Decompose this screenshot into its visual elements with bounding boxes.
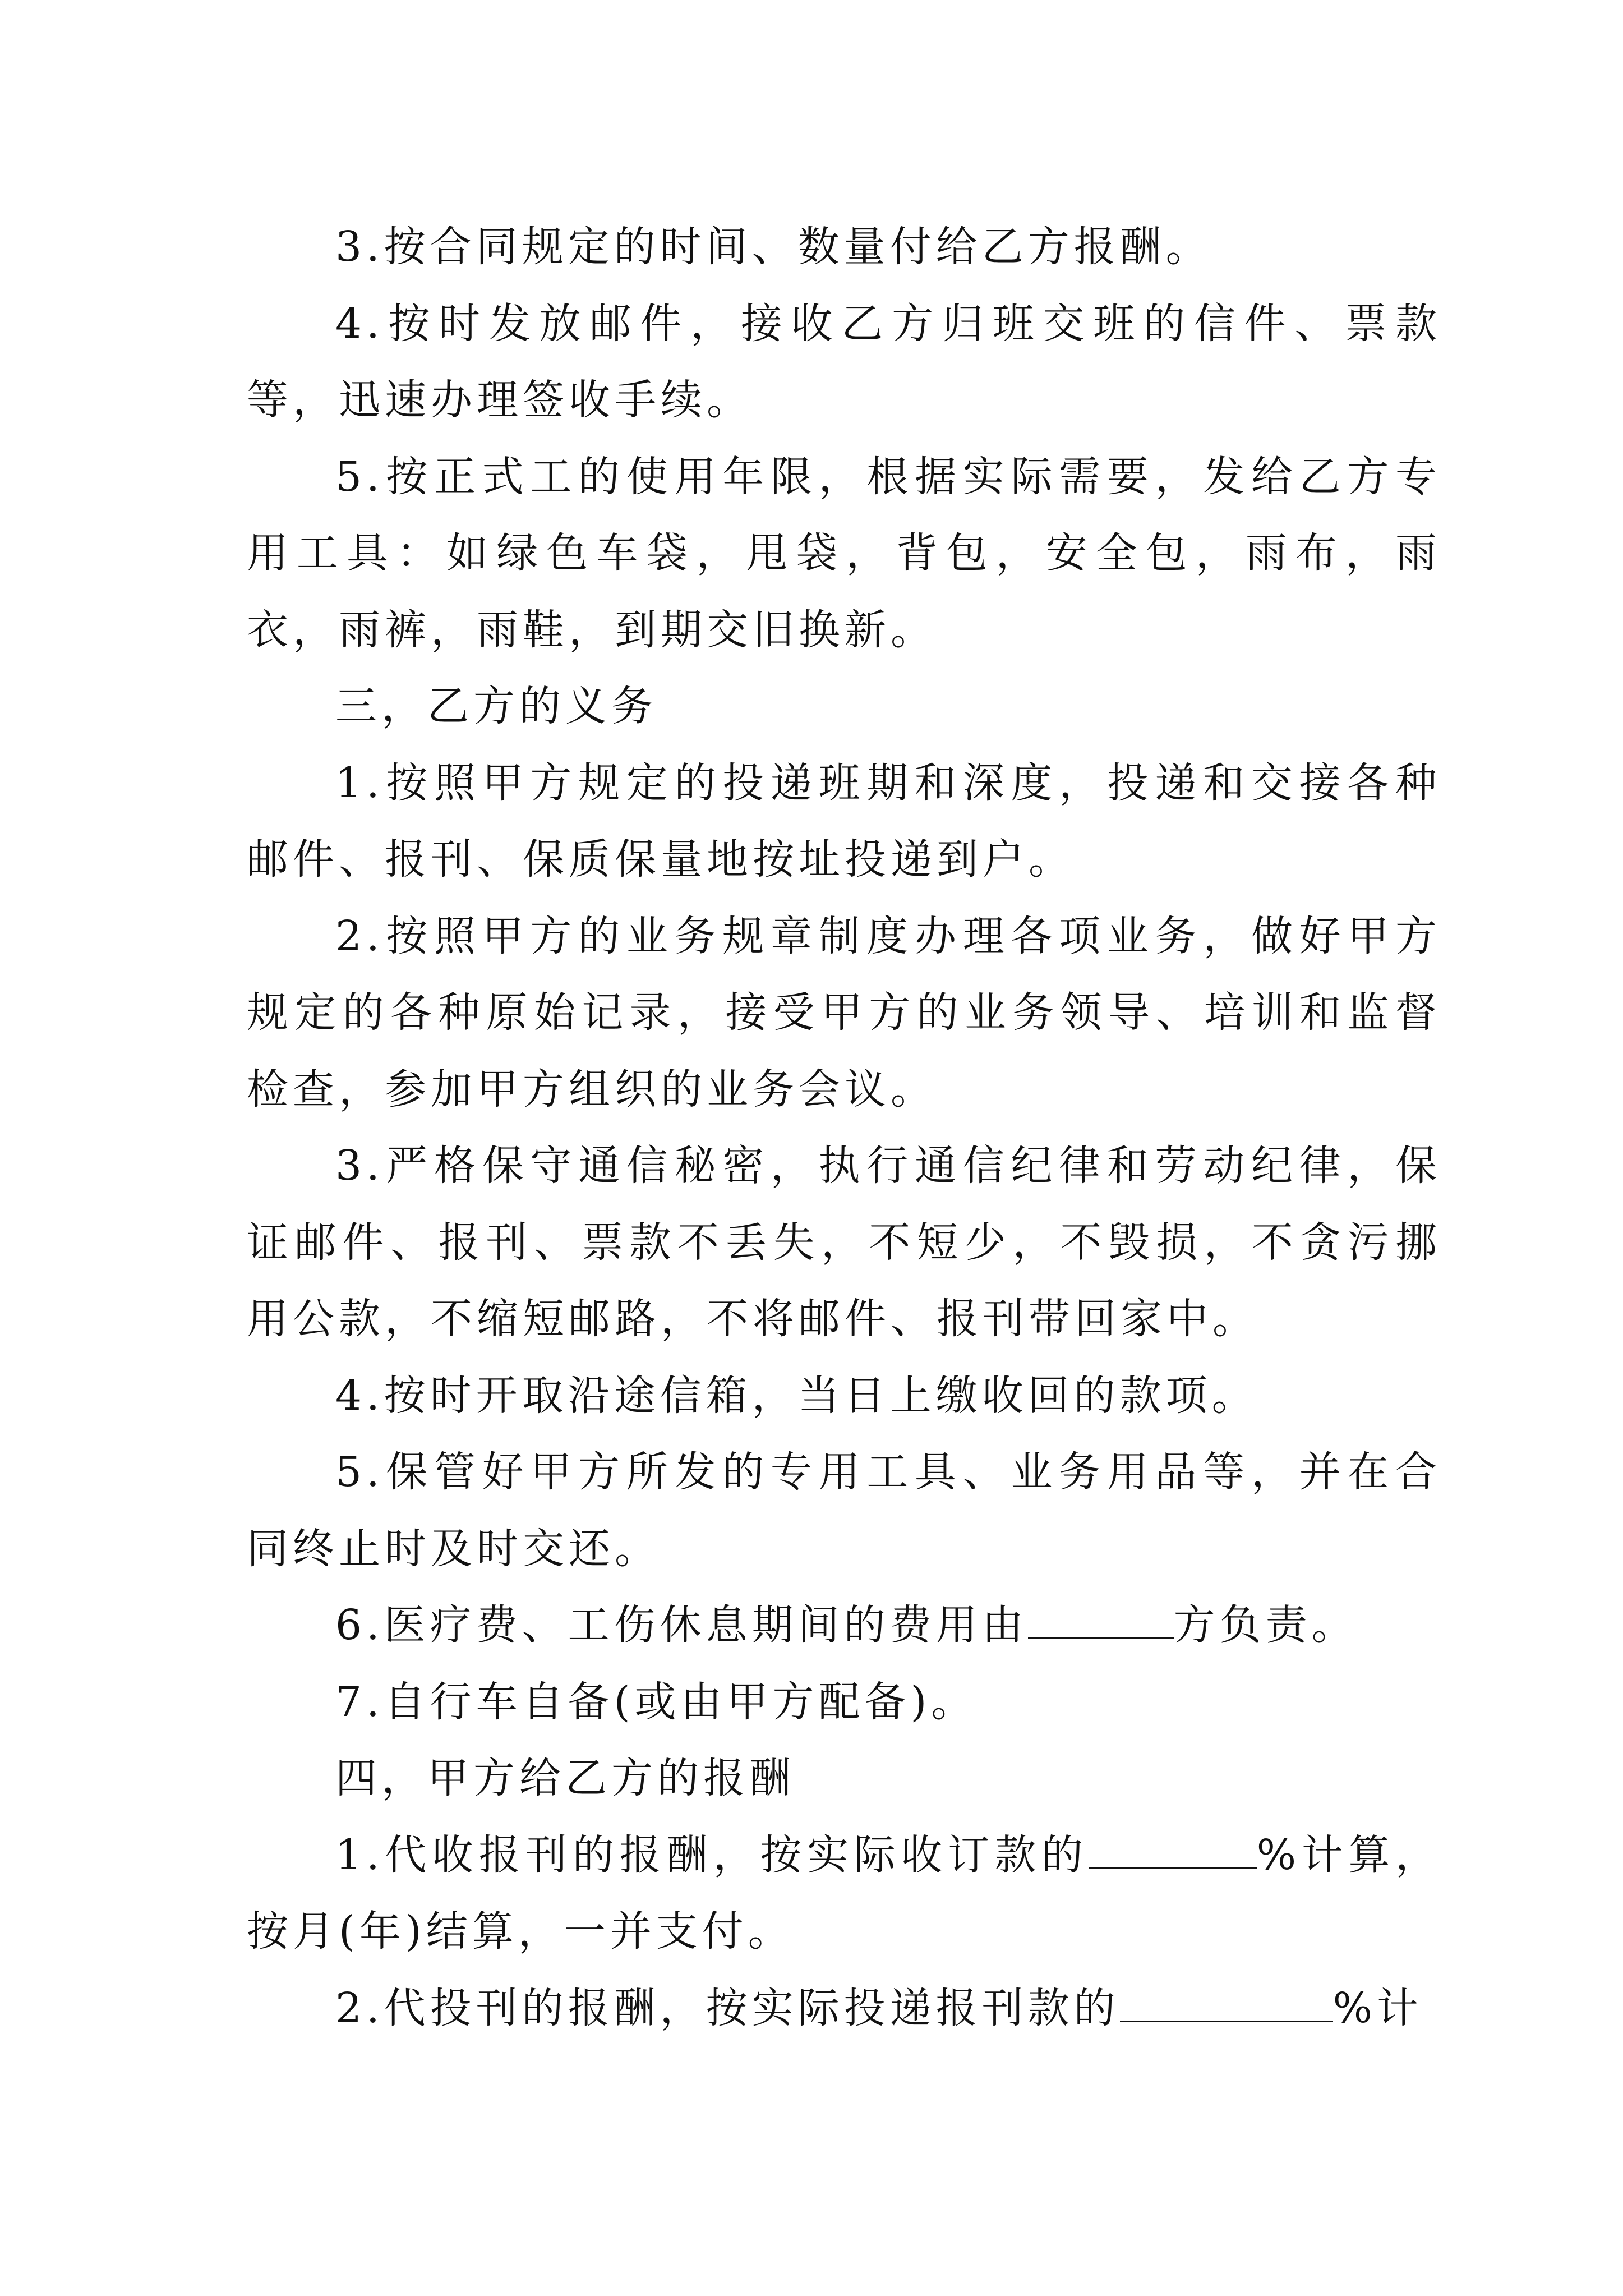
paragraph-text-after-blank: %计 bbox=[1332, 1984, 1423, 2032]
section-heading-remuneration: 四，甲方给乙方的报酬 bbox=[335, 1754, 795, 1802]
paragraph-duty-4-mailboxes: 4.按时开取沿途信箱，当日上缴收回的款项。 bbox=[335, 1371, 1258, 1420]
paragraph-item-3-payment: 3.按合同规定的时间、数量付给乙方报酬。 bbox=[335, 223, 1212, 271]
paragraph-duty-3-confidentiality: 3.严格保守通信秘密，执行通信纪律和劳动纪律，保证邮件、报刊、票款不丢失，不短少，不毁损，不贪污挪用公款，不缩短邮路，不将邮件、报刊带回家中。 bbox=[247, 1142, 1441, 1343]
fill-in-blank-line bbox=[1120, 1987, 1333, 2022]
paragraph-pay-2-delivery bbox=[247, 1970, 1441, 2047]
paragraph-text-after-blank: 方负责。 bbox=[1173, 1601, 1358, 1649]
fill-in-blank-line bbox=[1089, 1834, 1257, 1869]
contract-text bbox=[247, 209, 1441, 2046]
paragraph-duty-1-delivery: 1.按照甲方规定的投递班期和深度，投递和交接各种邮件、报刊、保质保量地按址投递到户。 bbox=[247, 758, 1441, 884]
paragraph-item-5-tools: 5.按正式工的使用年限，根据实际需要，发给乙方专用工具：如绿色车袋，甩袋，背包，安全包，雨布，雨衣，雨裤，雨鞋，到期交旧换新。 bbox=[247, 452, 1441, 654]
paragraph-text-before-blank: 2.代投刊的报酬，按实际投递报刊款的 bbox=[335, 1984, 1120, 2032]
fill-in-blank-line bbox=[1028, 1604, 1174, 1639]
paragraph-text-after-blank: %计算，按月(年)结算，一并支付。 bbox=[247, 1830, 1441, 1955]
paragraph-duty-6-medical bbox=[247, 1587, 1441, 1664]
paragraph-text-before-blank: 1.代收报刊的报酬，按实际收订款的 bbox=[335, 1830, 1089, 1879]
paragraph-duty-2-regulations: 2.按照甲方的业务规章制度办理各项业务，做好甲方规定的各种原始记录，接受甲方的业务领导、培训和监督检查，参加甲方组织的业务会议。 bbox=[247, 912, 1441, 1114]
section-heading-party-b-duties: 三，乙方的义务 bbox=[335, 682, 657, 730]
paragraph-text-before-blank: 6.医疗费、工伤休息期间的费用由 bbox=[335, 1601, 1028, 1649]
paragraph-pay-1-subscriptions bbox=[247, 1817, 1441, 1970]
paragraph-item-4-mail-dispatch: 4.按时发放邮件，接收乙方归班交班的信件、票款等，迅速办理签收手续。 bbox=[247, 299, 1441, 424]
paragraph-duty-5-return-tools: 5.保管好甲方所发的专用工具、业务用品等，并在合同终止时及时交还。 bbox=[247, 1448, 1441, 1573]
paragraph-duty-7-bicycle: 7.自行车自备(或由甲方配备)。 bbox=[335, 1677, 978, 1726]
